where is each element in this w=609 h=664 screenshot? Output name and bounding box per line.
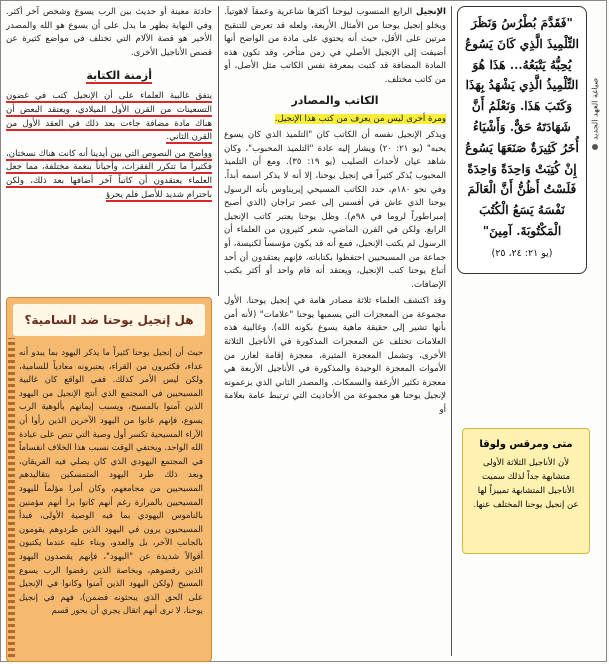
- section-heading-dates: أزمنة الكتابة: [86, 69, 152, 83]
- bullet-icon: [592, 144, 598, 150]
- middle-paragraph-2: ويذكر الإنجيل نفسه أن الكاتب كان "التلميذ الذي كان يسوع يحبه" (يو ٢١: ٢٠) ويشار إليه عادة "التلميذ المحبوب"، وكان شاهد عيان لأحداث الصليب (يو ١٩: ٣٥). ومع أن التلميذ المحبوب يُذكر كثيراً في إنجيل يوحنا، إلا أنه لا يذكر اسمه أبداً. وفي نحو ١٨٠م، حدد الكاتب المسيحي إيريناوس بأنه الرسول يوحنا الذي عاش في أفسس إلى عصر تراجان (الذي أصبح إمبراطوراً لروما في ٩٨م). وظل يوحنا يعتبر كاتب الإنجيل الرابع. ولكن في القرن الماضي، شعر كثيرون من العلماء أن الرسول لم يكتب الإنجيل، فمع أنه قد يكون مؤسساً لكنيسة، أو جماعة من المسيحيين احتفظوا بكتاباته، فإنهم يعتقدون أن أحد أتباع يوحنا كتب الإنجيل، ويعتقد أنه قام واحد أو أكثر بكتب الإضافات.: [224, 130, 446, 290]
- left-paragraph-2: [6, 90, 212, 144]
- antisemitism-box-body: [19, 346, 203, 657]
- middle-paragraph-1: الإنجيل الرابع المنسوب ليوحنا أكثرها شاعرية وعمقاً لاهوتياً. ويخلو إنجيل يوحنا من الأمثال الأربعة، ولعله قد تعرض للتنقيح مرتين على الأقل، حيث أنه يحتوي على مادة من الواضح أنها أضيفت إلى الإنجيل الأصلي في زمن متأخر، وقد تكون هذه المادة المضافة قد كتبت بمعرفة نفس الكاتب مثل الأصل، أو من كاتب مختلف.: [224, 7, 446, 85]
- column-divider-left: [218, 6, 219, 296]
- verse-text: "فَقَدَّمَ بُطْرُسُ وَنَظَرَ التِّلْمِيذَ الَّذِي كَانَ يَسُوعُ يُحِبُّهُ يَتْبَعُهُ... هَذَا هُوَ التِّلْمِيذُ الَّذِي يَشْهَدُ بِهَذَا وَكَتَبَ هَذَا. وَنَعْلَمُ أَنَّ شَهَادَتَهُ حَقٌّ. وَأَشْيَاءُ أُخَرُ كَثِيرَةٌ صَنَعَهَا يَسُوعُ إِنْ كُتِبَتْ وَاحِدَةً وَاحِدَةً فَلَسْتُ أَظُنُّ أَنَّ الْعَالَمَ نَفْسَهُ يَسَعُ الْكُتُبَ الْمَكْتُوبَةَ. آمِينَ": [465, 16, 579, 238]
- column-divider-right: [451, 6, 452, 656]
- underlined-versions-text: وواضح من النصوص التي بين أيدينا أنه كانت هناك نسختان، فكثيراً ما تتكرر الفقرات، وأحياناً بنغمة مختلفة، مما جعل العلماء يعتقدون أن كاتباً آخر أضافها بعد ذلك، ولكن باحترام شديد للأصل فلم يحرؤ: [6, 148, 212, 200]
- section-heading-author: الكاتب والمصادر: [291, 93, 379, 107]
- antisemitism-box: [6, 297, 212, 662]
- left-paragraph-3: [6, 148, 212, 202]
- middle-highlight-paragraph: [224, 113, 446, 127]
- synoptic-box: [462, 428, 590, 554]
- highlighted-sentence: ومرة أخرى ليس من يعرف من كتب هذا الإنجيل.: [274, 113, 446, 124]
- antisemitism-box-title: هل إنجيل يوحنا ضد السامية؟: [13, 304, 205, 336]
- middle-column: [224, 6, 446, 658]
- synoptic-box-body: لأن الأناجيل الثلاثة الأولى متشابهة جداً لذلك سميت الأناجيل المتشابهة تمييزاً لها عن إنجيل يوحنا المختلف عنها.: [473, 458, 579, 510]
- antisemitism-paragraph: حيث أن إنجيل يوحنا كثيراً ما يذكر اليهود بما يبدو أنه عداء، فكثيرون من القراء، يعتبرونه معادياً للسامية، ولكن ليس الأمر كذلك. ففي الواقع كان غالبية المسيحيين في المجتمع الذي أنتج الإنجيل من اليهود الذين آمنوا بالمسيح، ويسبب إيمانهم بألوهية الرب يسوع، فإنهم عانوا من اليهود الآخرين الذين رأوا أن الآراء المسيحية تكسر أول وصية التي تنص على عبادة الله الواحد. ويختفي الوقت نسبب هذا الخلاف انقساماً في المجتمع اليهودي الذي كان يصلي فيه الفريقان، وبعد ذلك طرد اليهود المتمسكين بتقاليدهم المسيحيين من مجامعهم، وكان أمرا مؤلماً لليهود المسيحيين بالمرارة رغم أنهم كانوا يرا أنهم مؤمنين بالناموس اليهودي بما فيه الوصية الأولى، فبدأ المسيحيون يرون في اليهود الذين طردوهم يقومون بالجانب الآخر، بل والعدو، وبناء عليه عندما يكتبون أقوالاً شديدة عن "اليهود"، فإنهم يقصدون اليهود الذين رفضوهم، وبخاصة الذين رفضوا الرب يسوع المسيح (ولكن اليهود الذين آمنوا وكانوا في الإنجيل على الحق الذي يبحثونه فضمن)، فهم في إنجيل يوحنا، لا نرى أنهم اتقال يجري أن يحور قسم: [19, 347, 203, 616]
- verse-box: [457, 6, 587, 274]
- decorative-border: [8, 338, 15, 657]
- synoptic-box-title: متى ومرقس ولوقا: [479, 439, 573, 450]
- side-label: [588, 10, 602, 150]
- middle-paragraph-3: وقد اكتشف العلماء ثلاثة مصادر هامة في إنجيل يوحنا. الأول مجموعة من المعجزات التي يسميها يوحنا "علامات" (لأنه أمن بأنها تشير إلى حقيقة ماهية يسوع بكونه الله). وغالبية هذه العلامات تختلف عن المعجزات المذكورة في الأناجيل الثلاثة الأخرى، وتشمل المعجزة المثيرة، معجزة إقامة لعازر من الأموات المعجزة الوحيدة والمذكورة في الأناجيل الأربعة هي معجزة تكثير الأرغفة والسمكات. والمصدر الثاني الذي يزعمونه لإنجيل يوحنا هو مجموعة من الأحاديث التي ترتبط عامة بعلامة أو: [224, 296, 446, 416]
- underlined-dates-text: يتفق غالبية العلماء على أن الإنجيل كتب في غضون التسعينات من القرن الأول الميلادي، ويعتقد البعض أن هناك مادة مضافة جاءت بعد ذلك في العقد الأول من القرن الثاني.: [6, 91, 212, 143]
- middle-top-heading: الإنجيل: [416, 7, 446, 17]
- verse-reference: (يو ٢١: ٢٤، ٢٥): [491, 247, 553, 259]
- left-column: [6, 6, 212, 294]
- left-paragraph-1: حادثة معينة أو حديث بين الرب يسوع وشخص آخر أكثر. وفي النهاية يظهر ما يدل على أن يسوع هو الله والمصدر الأخير هو قصة الآلام التي تختلف في مواضع كثيرة عن قصص الأناجيل الأخرى.: [6, 7, 212, 58]
- side-label-text: صياغة العهد الجديد: [590, 77, 600, 140]
